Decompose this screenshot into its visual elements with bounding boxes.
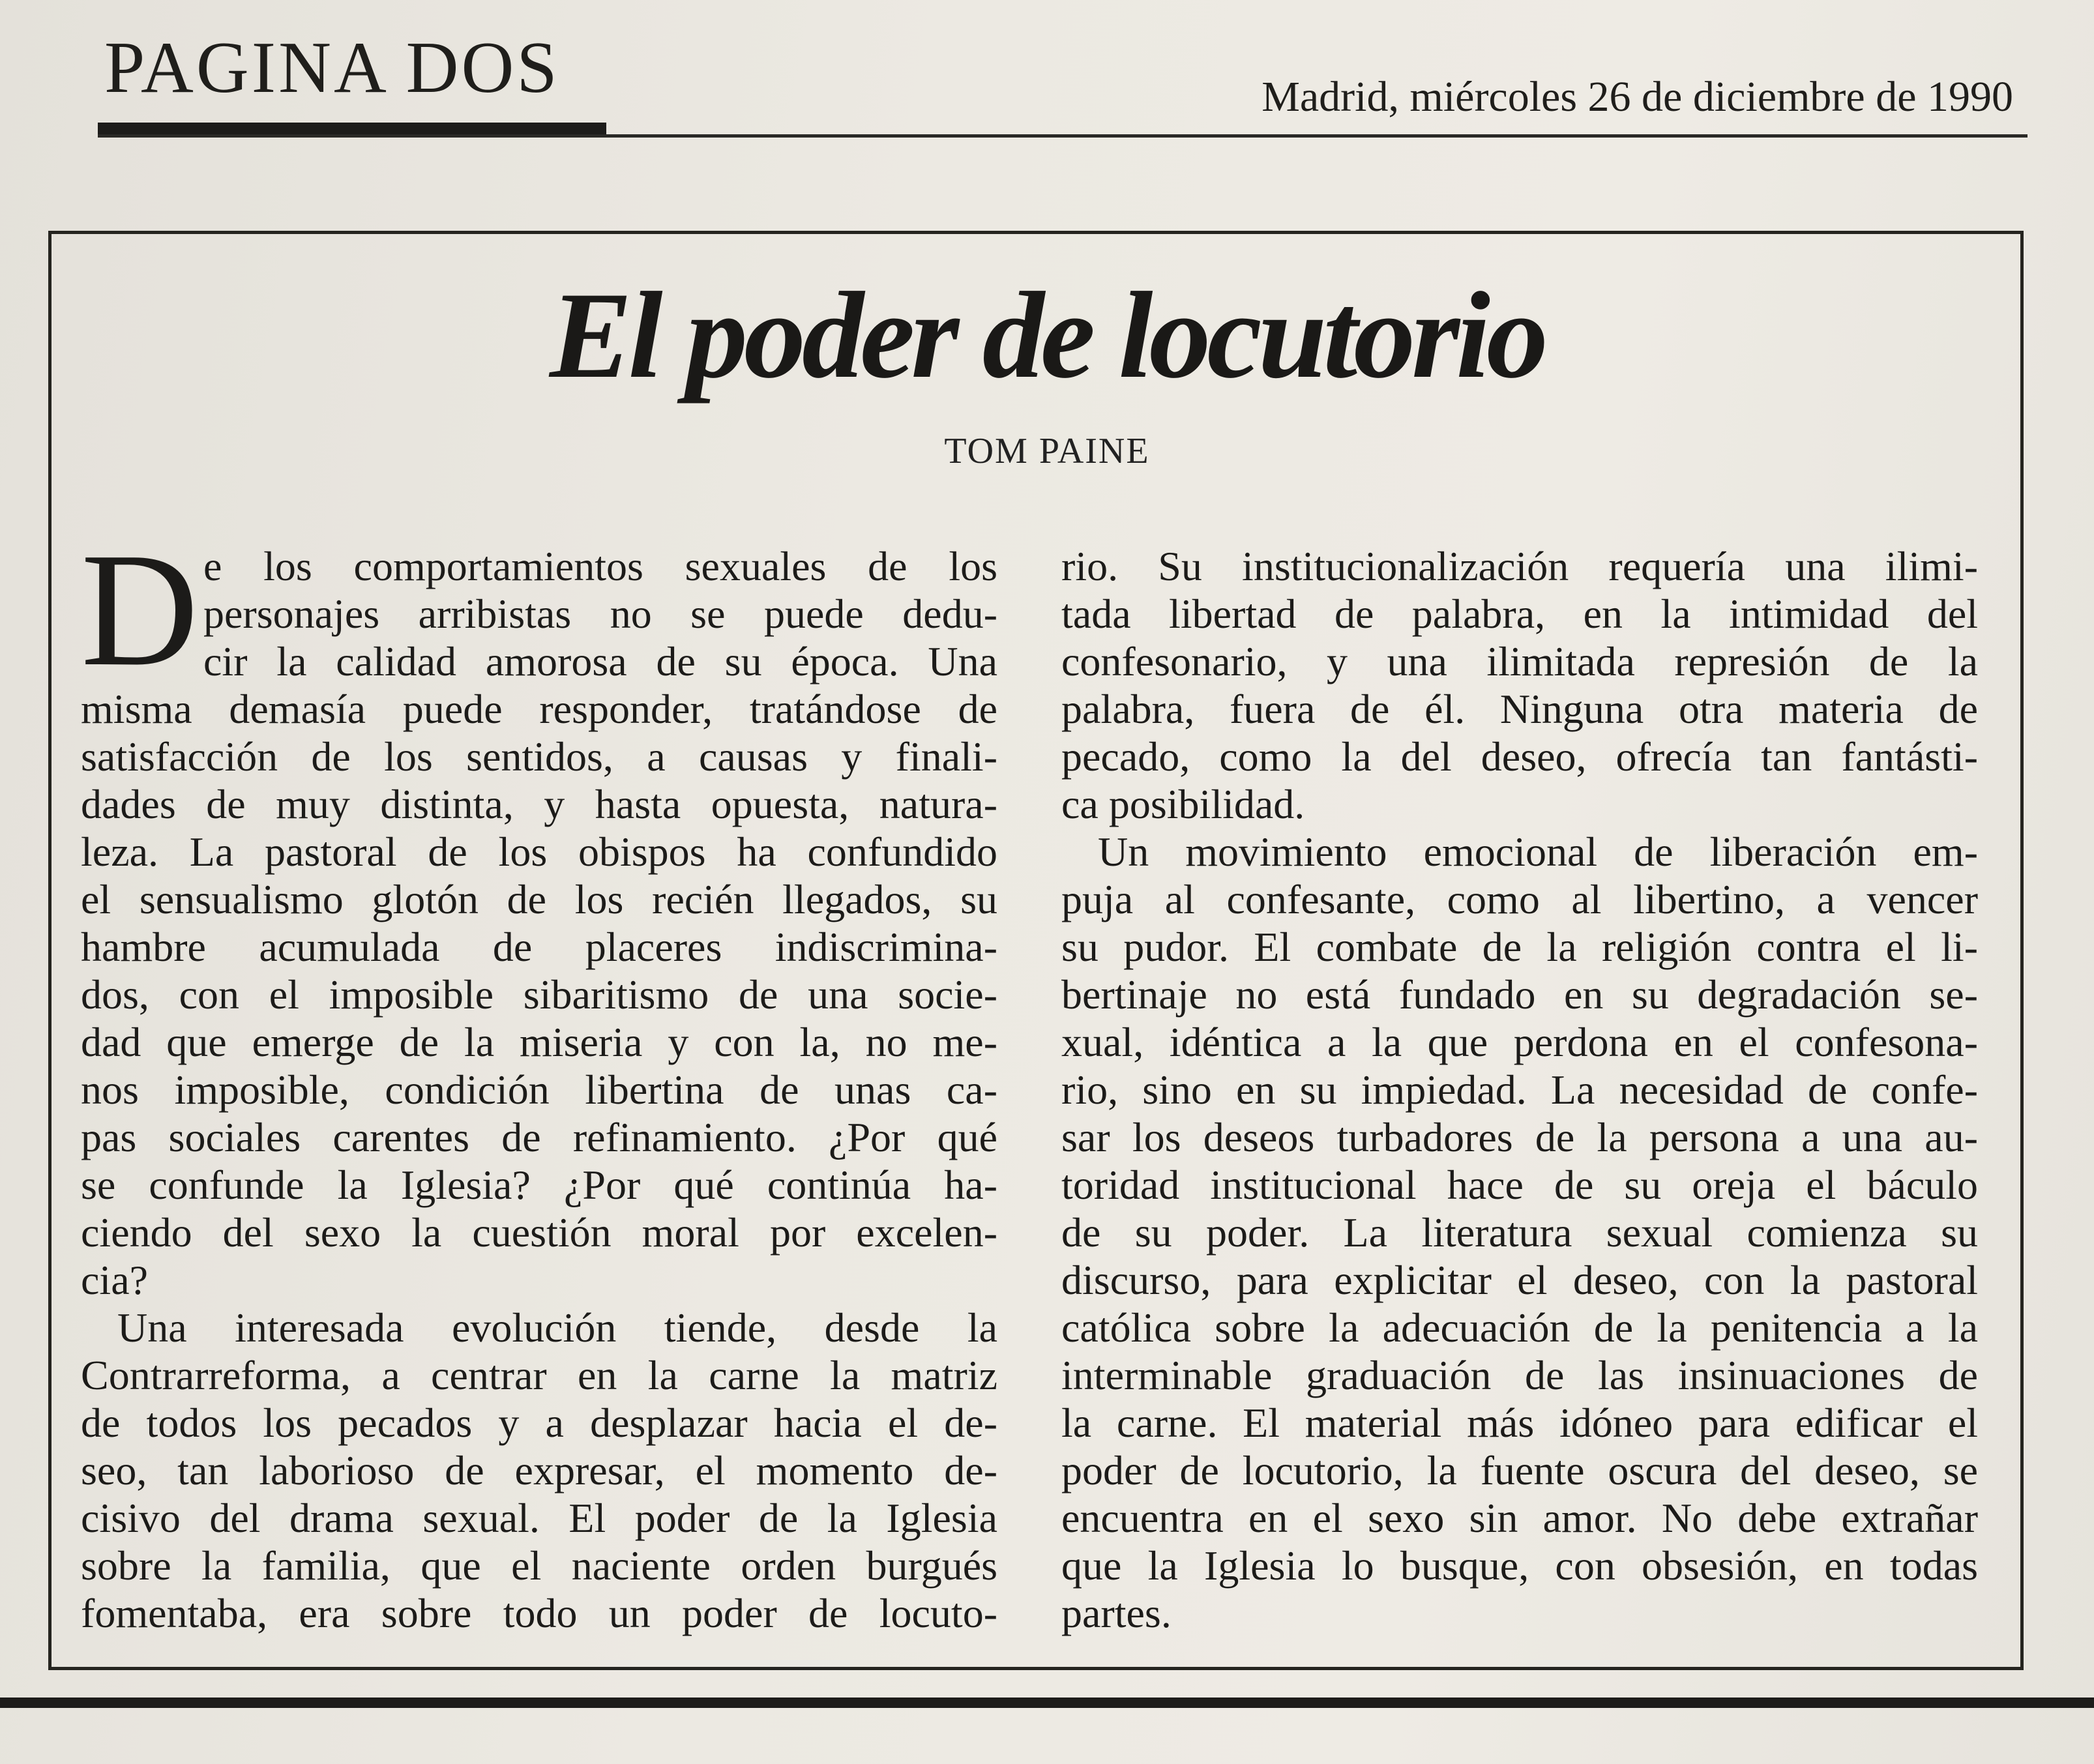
text-line: e los comportamientos sexuales de los <box>203 543 997 589</box>
text-line: su pudor. El combate de la religión contra el li- <box>1061 924 1978 970</box>
text-line: leza. La pastoral de los obispos ha confundido <box>81 829 997 875</box>
text-line: poder de locutorio, la fuente oscura del deseo, se <box>1061 1447 1978 1493</box>
text-line: pecado, como la del deseo, ofrecía tan fantásti- <box>1061 733 1978 780</box>
text-line: discurso, para explicitar el deseo, con la pastoral <box>1061 1257 1978 1303</box>
text-line: bertinaje no está fundado en su degradación se- <box>1061 971 1978 1018</box>
text-line: rio. Su institucionalización requería una ilimi- <box>1061 543 1978 589</box>
text-line: Contrarreforma, a centrar en la carne la matriz <box>81 1352 997 1398</box>
text-line: palabra, fuera de él. Ninguna otra materia de <box>1061 686 1978 732</box>
text-line: sar los deseos turbadores de la persona a una au- <box>1061 1114 1978 1160</box>
drop-cap: D <box>81 520 199 700</box>
bottom-rule <box>0 1698 2094 1708</box>
text-line: interminable graduación de las insinuaciones de <box>1061 1352 1978 1398</box>
text-line: de su poder. La literatura sexual comienza su <box>1061 1209 1978 1256</box>
text-line: ca posibilidad. <box>1061 781 1305 827</box>
text-line: el sensualismo glotón de los recién llegados, su <box>81 876 997 922</box>
text-line: católica sobre la adecuación de la penitencia a la <box>1061 1304 1978 1351</box>
text-line: dos, con el imposible sibaritismo de una socie- <box>81 971 997 1018</box>
text-line: nos imposible, condición libertina de unas ca- <box>81 1066 997 1113</box>
text-line: puja al confesante, como al libertino, a vencer <box>1061 876 1978 922</box>
text-line: tada libertad de palabra, en la intimidad del <box>1061 591 1978 637</box>
section-title: PAGINA DOS <box>104 27 560 108</box>
text-line: se confunde la Iglesia? ¿Por qué continúa ha- <box>81 1162 997 1208</box>
text-line: seo, tan laborioso de expresar, el momento de- <box>81 1447 997 1493</box>
text-line: dades de muy distinta, y hasta opuesta, natura- <box>81 781 997 827</box>
issue-date: Madrid, miércoles 26 de diciembre de 1990 <box>1261 73 2013 121</box>
text-line: fomentaba, era sobre todo un poder de locuto- <box>81 1590 997 1636</box>
text-line: Un movimiento emocional de liberación em- <box>1098 829 1978 875</box>
text-line: rio, sino en su impiedad. La necesidad de confe- <box>1061 1066 1978 1113</box>
text-line: dad que emerge de la miseria y con la, no me- <box>81 1019 997 1065</box>
article-headline: El poder de locutorio <box>550 267 1544 404</box>
header-rule <box>98 134 2028 138</box>
text-line: hambre acumulada de placeres indiscrimina- <box>81 924 997 970</box>
text-line: la carne. El material más idóneo para edificar el <box>1061 1400 1978 1446</box>
text-line: cisivo del drama sexual. El poder de la Iglesia <box>81 1495 997 1541</box>
text-line: pas sociales carentes de refinamiento. ¿Por qué <box>81 1114 997 1160</box>
text-line: sobre la familia, que el naciente orden burgués <box>81 1542 997 1589</box>
article-byline: TOM PAINE <box>944 431 1150 471</box>
text-line: ciendo del sexo la cuestión moral por excelen- <box>81 1209 997 1256</box>
text-line: toridad institucional hace de su oreja el báculo <box>1061 1162 1978 1208</box>
text-line: que la Iglesia lo busque, con obsesión, en todas <box>1061 1542 1978 1589</box>
text-line: satisfacción de los sentidos, a causas y finali- <box>81 733 997 780</box>
text-line: cir la calidad amorosa de su época. Una <box>203 638 997 684</box>
text-line: cia? <box>81 1257 148 1303</box>
text-line: personajes arribistas no se puede dedu- <box>203 591 997 637</box>
article-column-right <box>1061 542 1978 1637</box>
text-line: misma demasía puede responder, tratándose de <box>81 686 997 732</box>
text-line: Una interesada evolución tiende, desde la <box>117 1304 997 1351</box>
text-line: xual, idéntica a la que perdona en el confesona- <box>1061 1019 1978 1065</box>
text-line: encuentra en el sexo sin amor. No debe extrañar <box>1061 1495 1978 1541</box>
text-line: confesonario, y una ilimitada represión de la <box>1061 638 1978 684</box>
article-column-left <box>81 520 997 1637</box>
text-line: partes. <box>1061 1590 1172 1636</box>
text-line: de todos los pecados y a desplazar hacia el de- <box>81 1400 997 1446</box>
